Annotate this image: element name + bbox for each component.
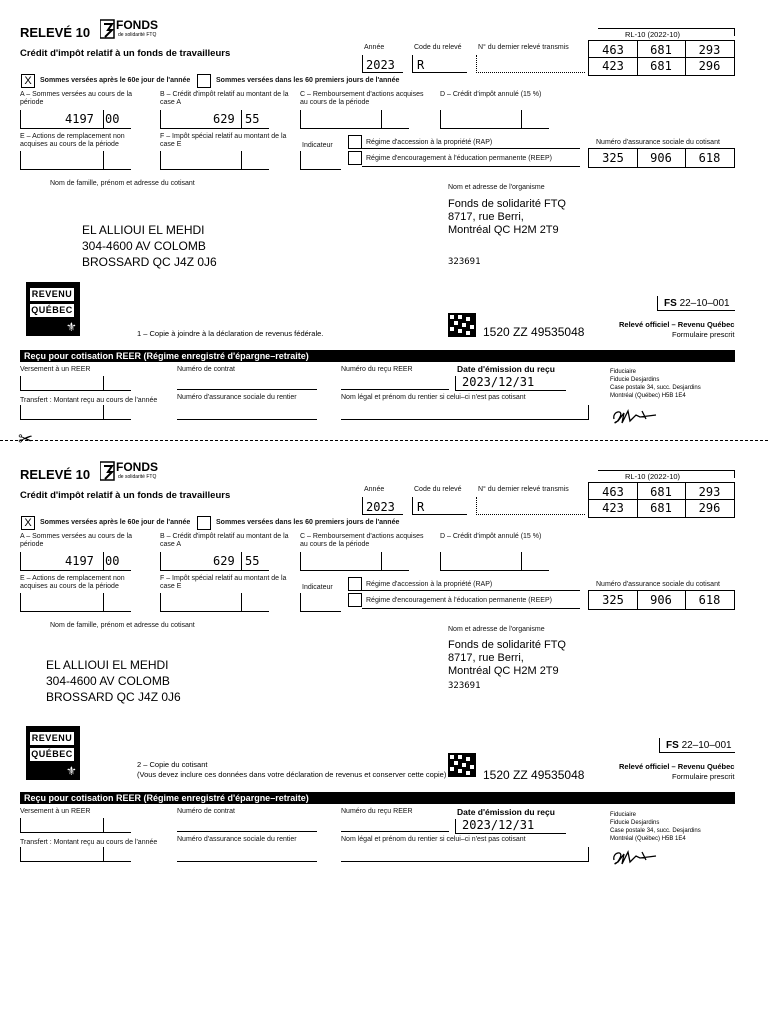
signature-icon	[610, 846, 660, 868]
date-emission-label: Date d'émission du reçu	[457, 364, 555, 374]
copy-note-line2: (Vous devez inclure ces données dans votre déclaration de revenus et conserver cette copie)	[137, 770, 447, 779]
box-a-value-dec: 00	[105, 554, 120, 568]
after-60-checkbox[interactable]: X	[21, 516, 35, 530]
copy-note	[137, 760, 446, 780]
nas-cotisant-label: Numéro d'assurance sociale du cotisant	[596, 581, 720, 588]
cotisant-address-1	[82, 222, 217, 270]
first-60-label: Sommes versées dans les 60 premiers jours de l'année	[216, 77, 400, 84]
indicateur-field	[300, 593, 341, 612]
nas-part3: 618	[698, 151, 721, 165]
datamatrix-icon	[448, 753, 476, 777]
barcode-text: 1520 ZZ 49535048	[483, 325, 585, 339]
releve-no2-part1: 423	[602, 501, 624, 515]
cotisant-street: 304-4600 AV COLOMB	[82, 239, 206, 253]
nas-part1: 325	[602, 593, 624, 607]
revenu-quebec-logo	[26, 282, 80, 336]
releve-number-box	[588, 482, 735, 518]
recu-reer-bar: Reçu pour cotisation REER (Régime enregistré d'épargne–retraite)	[20, 792, 735, 804]
dernier-releve-label: N° du dernier relevé transmis	[478, 44, 569, 51]
nas-part2: 906	[650, 593, 672, 607]
nom-rentier-label: Nom légal et prénom du rentier si celui–ci n'est pas cotisant	[341, 836, 526, 843]
fiduciaire-line: Fiduciaire	[610, 369, 637, 375]
nas-cotisant-box	[588, 148, 735, 168]
box-b-label: B – Crédit d'impôt relatif au montant de la case A	[160, 533, 289, 548]
form-title: RELEVÉ 10	[20, 467, 91, 482]
annee-value: 2023	[366, 58, 395, 72]
releve-no1-part2: 681	[650, 43, 672, 57]
fleur-de-lys-icon: ⚜	[66, 320, 77, 334]
box-d-field	[440, 110, 549, 129]
fonds-logo-sub: de solidarité FTQ	[118, 32, 157, 38]
versement-reer-field	[20, 818, 131, 833]
box-e-label: E – Actions de remplacement non acquises au cours de la période	[20, 575, 125, 590]
fonds-logo-icon	[100, 460, 116, 482]
org-street: 8717, rue Berri,	[448, 652, 524, 664]
date-emission-value: 2023/12/31	[462, 818, 535, 832]
releve-copy-1	[0, 0, 768, 440]
org-street: 8717, rue Berri,	[448, 211, 524, 223]
transfert-field	[20, 405, 131, 420]
box-a-value-dec: 00	[105, 112, 120, 126]
box-f-label: F – Impôt spécial relatif au montant de la case E	[160, 575, 287, 590]
org-label: Nom et adresse de l'organisme	[448, 626, 545, 633]
cotisant-city: BROSSARD QC J4Z 0J6	[82, 255, 217, 269]
indicateur-label: Indicateur	[302, 584, 333, 591]
fiduciaire-line: Fiduciaire	[610, 812, 637, 818]
barcode-text: 1520 ZZ 49535048	[483, 768, 585, 782]
fiduciaire-block	[610, 811, 701, 843]
nom-cotisant-label: Nom de famille, prénom et adresse du cotisant	[50, 180, 195, 187]
box-d-field	[440, 552, 549, 571]
code-releve-value: R	[417, 58, 425, 72]
releve-no2-part3: 296	[698, 59, 721, 73]
annee-label: Année	[364, 486, 385, 493]
box-b-value-dec: 55	[245, 112, 260, 126]
after-60-checkbox[interactable]: X	[21, 74, 35, 88]
formulaire-prescrit: Formulaire prescrit	[672, 330, 735, 339]
revenu-quebec-top: REVENU	[31, 289, 73, 299]
org-city: Montréal QC H2M 2T9	[448, 665, 559, 677]
reep-checkbox[interactable]	[348, 593, 362, 607]
form-title: RELEVÉ 10	[20, 25, 91, 40]
fonds-logo-icon	[100, 18, 116, 40]
numero-recu-label: Numéro du reçu REER	[341, 808, 413, 815]
box-b-value-int: 629	[213, 554, 235, 568]
releve-no1-part2: 681	[650, 485, 672, 499]
fiduciaire-line: Case postale 34, succ. Desjardins	[610, 828, 701, 834]
fiduciaire-line: Fiducie Desjardins	[610, 377, 660, 383]
box-d-label: D – Crédit d'impôt annulé (15 %)	[440, 533, 542, 540]
fleur-de-lys-icon: ⚜	[66, 764, 77, 778]
formulaire-prescrit: Formulaire prescrit	[672, 772, 735, 781]
fiduciaire-line: Fiducie Desjardins	[610, 820, 660, 826]
versement-reer-field	[20, 376, 131, 391]
rl-code: RL-10 (2022-10)	[625, 30, 681, 39]
org-name: Fonds de solidarité FTQ	[448, 198, 566, 210]
box-a-value-int: 4197	[65, 112, 94, 126]
numero-contrat-label: Numéro de contrat	[177, 808, 235, 815]
cotisant-street: 304-4600 AV COLOMB	[46, 674, 170, 688]
first-60-checkbox[interactable]	[197, 74, 211, 88]
form-subtitle: Crédit d'impôt relatif à un fonds de travailleurs	[20, 490, 231, 501]
fs-code: FS 22–10–001	[666, 740, 732, 751]
releve-copy-2	[0, 442, 768, 882]
cotisant-address-2	[46, 657, 181, 705]
box-b-value-dec: 55	[245, 554, 260, 568]
nom-rentier-label: Nom légal et prénom du rentier si celui–ci n'est pas cotisant	[341, 394, 526, 401]
rap-label: Régime d'accession à la propriété (RAP)	[366, 139, 493, 146]
copy-note: 1 – Copie à joindre à la déclaration de revenus fédérale.	[137, 329, 324, 338]
after-60-label: Sommes versées après le 60e jour de l'année	[40, 519, 191, 526]
box-f-label: F – Impôt spécial relatif au montant de la case E	[160, 133, 287, 148]
box-c-label: C – Remboursement d'actions acquises au cours de la période	[300, 91, 424, 106]
nas-rentier-label: Numéro d'assurance sociale du rentier	[177, 394, 297, 401]
org-city: Montréal QC H2M 2T9	[448, 224, 559, 236]
first-60-checkbox[interactable]	[197, 516, 211, 530]
revenu-quebec-logo	[26, 726, 80, 780]
releve-no2-part2: 681	[650, 501, 672, 515]
releve-no2-part1: 423	[602, 59, 624, 73]
indicateur-field	[300, 151, 341, 170]
transfert-label: Transfert : Montant reçu au cours de l'année	[20, 839, 158, 846]
code-releve-value: R	[417, 500, 425, 514]
numero-contrat-label: Numéro de contrat	[177, 366, 235, 373]
box-e-label: E – Actions de remplacement non acquises au cours de la période	[20, 133, 125, 148]
box-f-field	[160, 593, 269, 612]
rap-checkbox[interactable]	[348, 135, 362, 149]
box-c-label: C – Remboursement d'actions acquises au cours de la période	[300, 533, 424, 548]
dernier-releve-field	[476, 55, 585, 73]
releve-number-box	[588, 40, 735, 76]
nas-cotisant-label: Numéro d'assurance sociale du cotisant	[596, 139, 720, 146]
reep-label: Régime d'encouragement à l'éducation permanente (REEP)	[366, 597, 552, 604]
org-code: 323691	[448, 681, 481, 691]
date-emission-label: Date d'émission du reçu	[457, 807, 555, 817]
org-address-1	[448, 198, 566, 237]
transfert-field	[20, 847, 131, 862]
code-releve-label: Code du relevé	[414, 486, 462, 493]
cotisant-name: EL ALLIOUI EL MEHDI	[82, 223, 205, 237]
box-a-label: A – Sommes versées au cours de la période	[20, 91, 133, 106]
dernier-releve-field	[476, 497, 585, 515]
box-a-label: A – Sommes versées au cours de la période	[20, 533, 133, 548]
datamatrix-icon	[448, 313, 476, 337]
releve-no1-part1: 463	[602, 485, 624, 499]
nas-rentier-label: Numéro d'assurance sociale du rentier	[177, 836, 297, 843]
box-b-label: B – Crédit d'impôt relatif au montant de la case A	[160, 91, 289, 106]
box-a-value-int: 4197	[65, 554, 94, 568]
fiduciaire-line: Montréal (Québec) H5B 1E4	[610, 393, 686, 399]
date-emission-value: 2023/12/31	[462, 375, 535, 389]
fonds-logo-sub: de solidarité FTQ	[118, 474, 157, 480]
org-name: Fonds de solidarité FTQ	[448, 639, 566, 651]
box-e-field	[20, 151, 131, 170]
versement-reer-label: Versement à un REER	[20, 808, 91, 815]
releve-no1-part3: 293	[698, 43, 721, 57]
nas-cotisant-box	[588, 590, 735, 610]
revenu-quebec-top: REVENU	[31, 733, 73, 743]
nom-cotisant-label: Nom de famille, prénom et adresse du cotisant	[50, 622, 195, 629]
fiduciaire-line: Montréal (Québec) H5B 1E4	[610, 836, 686, 842]
box-d-label: D – Crédit d'impôt annulé (15 %)	[440, 91, 542, 98]
rap-label: Régime d'accession à la propriété (RAP)	[366, 581, 493, 588]
releve-officiel: Relevé officiel – Revenu Québec	[619, 320, 735, 329]
scissors-icon: ✂	[18, 429, 34, 449]
recu-reer-bar: Reçu pour cotisation REER (Régime enregistré d'épargne–retraite)	[20, 350, 735, 362]
numero-recu-label: Numéro du reçu REER	[341, 366, 413, 373]
reep-checkbox[interactable]	[348, 151, 362, 165]
rl-code: RL-10 (2022-10)	[625, 472, 681, 481]
code-releve-label: Code du relevé	[414, 44, 462, 51]
box-c-field	[300, 552, 409, 571]
indicateur-label: Indicateur	[302, 142, 333, 149]
nas-part3: 618	[698, 593, 721, 607]
cotisant-name: EL ALLIOUI EL MEHDI	[46, 658, 169, 672]
box-b-value-int: 629	[213, 112, 235, 126]
fiduciaire-line: Case postale 34, succ. Desjardins	[610, 385, 701, 391]
reep-label: Régime d'encouragement à l'éducation permanente (REEP)	[366, 155, 552, 162]
copy-note-line1: 2 – Copie du cotisant	[137, 760, 208, 769]
cotisant-city: BROSSARD QC J4Z 0J6	[46, 690, 181, 704]
cut-line	[0, 440, 768, 441]
fonds-logo-text: FONDS	[116, 18, 158, 32]
revenu-quebec-bottom: QUÉBEC	[31, 749, 73, 759]
releve-no2-part2: 681	[650, 59, 672, 73]
box-c-field	[300, 110, 409, 129]
transfert-label: Transfert : Montant reçu au cours de l'année	[20, 397, 158, 404]
box-f-field	[160, 151, 269, 170]
box-e-field	[20, 593, 131, 612]
form-subtitle: Crédit d'impôt relatif à un fonds de travailleurs	[20, 48, 231, 59]
dernier-releve-label: N° du dernier relevé transmis	[478, 486, 569, 493]
versement-reer-label: Versement à un REER	[20, 366, 91, 373]
fs-code: FS 22–10–001	[664, 298, 730, 309]
org-label: Nom et adresse de l'organisme	[448, 184, 545, 191]
revenu-quebec-bottom: QUÉBEC	[31, 305, 73, 315]
releve-no2-part3: 296	[698, 501, 721, 515]
annee-value: 2023	[366, 500, 395, 514]
signature-icon	[610, 405, 660, 427]
first-60-label: Sommes versées dans les 60 premiers jours de l'année	[216, 519, 400, 526]
after-60-label: Sommes versées après le 60e jour de l'année	[40, 77, 191, 84]
fiduciaire-block	[610, 368, 701, 400]
nas-part2: 906	[650, 151, 672, 165]
releve-no1-part3: 293	[698, 485, 721, 499]
rap-checkbox[interactable]	[348, 577, 362, 591]
org-address-2	[448, 639, 566, 678]
fonds-logo-text: FONDS	[116, 460, 158, 474]
annee-label: Année	[364, 44, 385, 51]
nas-part1: 325	[602, 151, 624, 165]
releve-officiel: Relevé officiel – Revenu Québec	[619, 762, 735, 771]
org-code: 323691	[448, 257, 481, 267]
releve-no1-part1: 463	[602, 43, 624, 57]
